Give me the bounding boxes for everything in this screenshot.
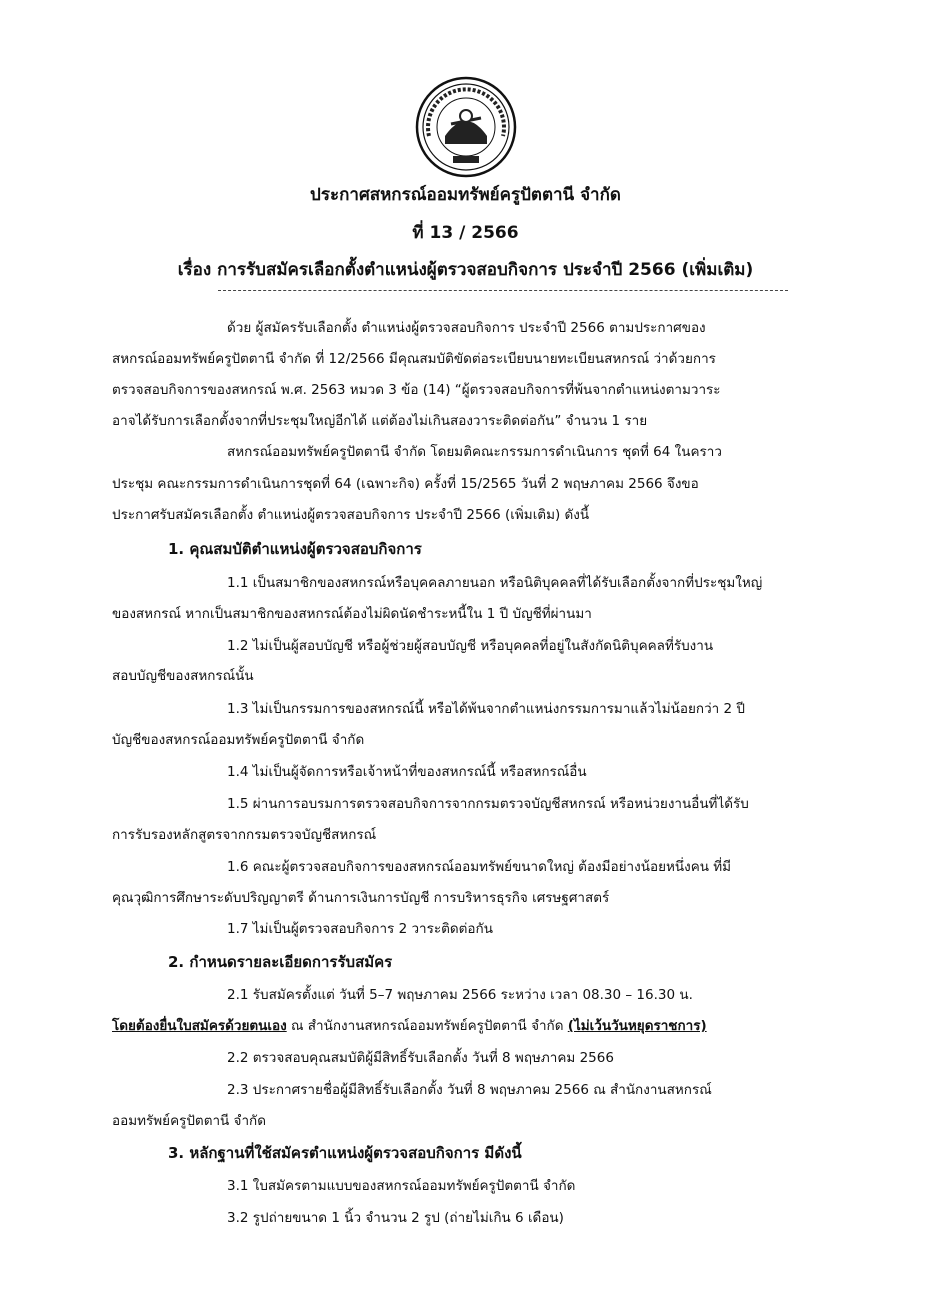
qualification-1-3-line1: 1.3 ไม่เป็นกรรมการของสหกรณ์นี้ หรือได้พ้นจากตำแหน่งกรรมการมาแล้วไม่น้อยกว่า 2 ปี <box>227 701 745 717</box>
application-2-3-line1: 2.3 ประกาศรายชื่อผู้มีสิทธิ์รับเลือกตั้ง วันที่ 8 พฤษภาคม 2566 ณ สำนักงานสหกรณ์ <box>227 1082 712 1098</box>
announcement-title: ประกาศสหกรณ์ออมทรัพย์ครูปัตตานี จำกัด <box>310 185 621 205</box>
qualification-1-6-line1: 1.6 คณะผู้ตรวจสอบกิจการของสหกรณ์ออมทรัพย์ขนาดใหญ่ ต้องมีอย่างน้อยหนึ่งคน ที่มี <box>227 859 732 875</box>
qualification-1-1-line1: 1.1 เป็นสมาชิกของสหกรณ์หรือบุคคลภายนอก หรือนิติบุคคลที่ได้รับเลือกตั้งจากที่ประชุมใหญ่ <box>227 575 763 591</box>
qualification-1-7: 1.7 ไม่เป็นผู้ตรวจสอบกิจการ 2 วาระติดต่อกัน <box>227 921 493 937</box>
application-2-1-line2 <box>112 1016 707 1036</box>
application-2-2: 2.2 ตรวจสอบคุณสมบัติผู้มีสิทธิ์รับเลือกตั้ง วันที่ 8 พฤษภาคม 2566 <box>227 1050 614 1066</box>
qualification-1-5-line1: 1.5 ผ่านการอบรมการตรวจสอบกิจการจากกรมตรวจบัญชีสหกรณ์ หรือหน่วยงานอื่นที่ได้รับ <box>227 796 749 812</box>
qualification-1-4: 1.4 ไม่เป็นผู้จัดการหรือเจ้าหน้าที่ของสหกรณ์นี้ หรือสหกรณ์อื่น <box>227 764 587 780</box>
document-3-1: 3.1 ใบสมัครตามแบบของสหกรณ์ออมทรัพย์ครูปัตตานี จำกัด <box>227 1178 576 1194</box>
dashed-divider <box>218 290 788 291</box>
announcement-number: ที่ 13 / 2566 <box>412 223 519 243</box>
cooperative-seal-logo <box>415 76 517 178</box>
intro-p2-line1: สหกรณ์ออมทรัพย์ครูปัตตานี จำกัด โดยมติคณะกรรมการดำเนินการ ชุดที่ 64 ในคราว <box>227 444 722 460</box>
intro-p2-line2: ประชุม คณะกรรมการดำเนินการชุดที่ 64 (เฉพาะกิจ) ครั้งที่ 15/2565 วันที่ 2 พฤษภาคม 2566 จึงขอ <box>112 476 699 492</box>
intro-p1-line4: อาจได้รับการเลือกตั้งจากที่ประชุมใหญ่อีกได้ แต่ต้องไม่เกินสองวาระติดต่อกัน” จำนวน 1 ราย <box>112 413 648 429</box>
qualification-1-2-line1: 1.2 ไม่เป็นผู้สอบบัญชี หรือผู้ช่วยผู้สอบบัญชี หรือบุคคลที่อยู่ในสังกัดนิติบุคคลที่รับงาน <box>227 638 714 654</box>
intro-p1-line3: ตรวจสอบกิจการของสหกรณ์ พ.ศ. 2563 หมวด 3 ข้อ (14) “ผู้ตรวจสอบกิจการที่พ้นจากตำแหน่งตามวาระ <box>112 382 721 398</box>
intro-p1-line2: สหกรณ์ออมทรัพย์ครูปัตตานี จำกัด ที่ 12/2566 มีคุณสมบัติขัดต่อระเบียบนายทะเบียนสหกรณ์ ว่าด้วยการ <box>112 351 716 367</box>
submit-in-person-note: โดยต้องยื่นใบสมัครด้วยตนเอง <box>112 1018 287 1034</box>
document-3-2: 3.2 รูปถ่ายขนาด 1 นิ้ว จำนวน 2 รูป (ถ่ายไม่เกิน 6 เดือน) <box>227 1210 564 1226</box>
qualification-1-3-line2: บัญชีของสหกรณ์ออมทรัพย์ครูปัตตานี จำกัด <box>112 732 365 748</box>
section1-title: 1. คุณสมบัติตำแหน่งผู้ตรวจสอบกิจการ <box>168 540 422 558</box>
intro-p1-line1: ด้วย ผู้สมัครรับเลือกตั้ง ตำแหน่งผู้ตรวจสอบกิจการ ประจำปี 2566 ตามประกาศของ <box>227 320 706 336</box>
section3-title: 3. หลักฐานที่ใช้สมัครตำแหน่งผู้ตรวจสอบกิจการ มีดังนี้ <box>168 1144 522 1162</box>
submission-location: ณ สำนักงานสหกรณ์ออมทรัพย์ครูปัตตานี จำกัด <box>286 1018 568 1034</box>
qualification-1-5-line2: การรับรองหลักสูตรจากกรมตรวจบัญชีสหกรณ์ <box>112 827 377 843</box>
qualification-1-2-line2: สอบบัญชีของสหกรณ์นั้น <box>112 668 254 684</box>
application-2-3-line2: ออมทรัพย์ครูปัตตานี จำกัด <box>112 1113 266 1129</box>
application-2-1-line1: 2.1 รับสมัครตั้งแต่ วันที่ 5–7 พฤษภาคม 2566 ระหว่าง เวลา 08.30 – 16.30 น. <box>227 987 693 1003</box>
section2-title: 2. กำหนดรายละเอียดการรับสมัคร <box>168 953 393 971</box>
no-holiday-note: (ไม่เว้นวันหยุดราชการ) <box>567 1018 707 1034</box>
announcement-subject: เรื่อง การรับสมัครเลือกตั้งตำแหน่งผู้ตรวจสอบกิจการ ประจำปี 2566 (เพิ่มเติม) <box>177 260 754 280</box>
intro-p2-line3: ประกาศรับสมัครเลือกตั้ง ตำแหน่งผู้ตรวจสอบกิจการ ประจำปี 2566 (เพิ่มเติม) ดังนี้ <box>112 507 590 523</box>
qualification-1-6-line2: คุณวุฒิการศึกษาระดับปริญญาตรี ด้านการเงินการบัญชี การบริหารธุรกิจ เศรษฐศาสตร์ <box>112 890 610 906</box>
qualification-1-1-line2: ของสหกรณ์ หากเป็นสมาชิกของสหกรณ์ต้องไม่ผิดนัดชำระหนี้ใน 1 ปี บัญชีที่ผ่านมา <box>112 606 592 622</box>
